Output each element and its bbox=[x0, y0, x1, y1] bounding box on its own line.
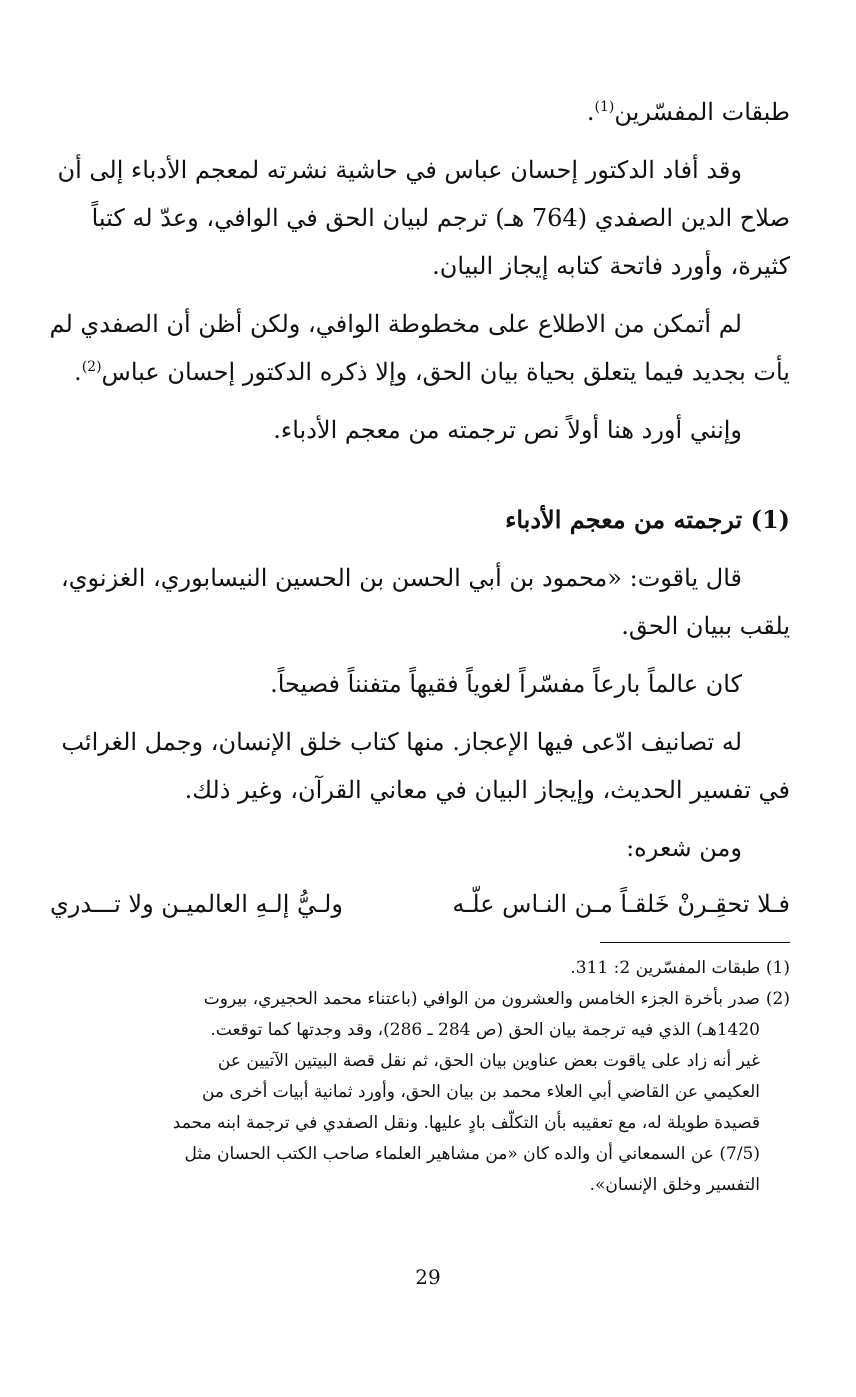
footnote-text bbox=[50, 953, 760, 984]
footnote-ref[interactable]: (2) bbox=[81, 359, 102, 375]
footnote bbox=[50, 953, 790, 984]
text: . bbox=[586, 98, 595, 126]
paragraph bbox=[50, 718, 790, 814]
footnote-text bbox=[50, 984, 760, 1201]
footnote-line: (7/5) عن السمعاني أن والده كان «من مشاهير العلماء صاحب الكتب الحسان مثل bbox=[184, 1144, 760, 1164]
paragraph-line: كثيرة، وأورد فاتحة كتابه إيجاز البيان. bbox=[432, 252, 790, 280]
page-number: 29 bbox=[415, 1265, 441, 1289]
verse-first-hemistich: فـلا تحقِـرنْ خَلقـاً مـن النـاس علّـه bbox=[452, 890, 790, 918]
footnote-number: (1) bbox=[765, 958, 790, 978]
paragraph-line: وإنني أورد هنا أولاً نص ترجمته من معجم الأدباء. bbox=[273, 416, 742, 444]
paragraph-line bbox=[50, 348, 790, 396]
text: . bbox=[74, 358, 82, 386]
paragraph bbox=[50, 660, 790, 708]
paragraph bbox=[50, 824, 790, 872]
paragraph-line: ومن شعره: bbox=[626, 834, 742, 862]
paragraph-line: صلاح الدين الصفدي (764 هـ) ترجم لبيان الحق في الوافي، وعدّ له كتباً bbox=[91, 204, 790, 232]
footnote-line: صدر بأخرة الجزء الخامس والعشرون من الوافي (باعتناء محمد الحجيري، بيروت bbox=[203, 989, 760, 1009]
paragraph-line: له تصانيف ادّعى فيها الإعجاز. منها كتاب خلق الإنسان، وجمل الغرائب bbox=[61, 728, 742, 756]
poem-verse bbox=[50, 880, 790, 928]
footnote-line: 1420هـ) الذي فيه ترجمة بيان الحق (ص 284 ـ 286)، وقد وجدتها كما توقعت. bbox=[210, 1020, 760, 1040]
paragraph bbox=[50, 554, 790, 650]
footnote-number: (2) bbox=[765, 989, 790, 1009]
paragraph-line: يلقب ببيان الحق. bbox=[621, 612, 790, 640]
paragraph-line: قال ياقوت: «محمود بن أبي الحسن بن الحسين النيسابوري، الغزنوي، bbox=[60, 564, 742, 592]
paragraph bbox=[50, 406, 790, 454]
paragraph-line: لم أتمكن من الاطلاع على مخطوطة الوافي، ولكن أظن أن الصفدي لم bbox=[50, 310, 742, 338]
paragraph bbox=[50, 300, 790, 396]
paragraph-line: كان عالماً بارعاً مفسّراً لغوياً فقيهاً متفنناً فصيحاً. bbox=[270, 670, 742, 698]
footnote bbox=[50, 984, 790, 1201]
footnote-ref[interactable]: (1) bbox=[594, 99, 615, 115]
footnote-line: غير أنه زاد على ياقوت بعض عناوين بيان الحق، ثم نقل قصة البيتين الآتيين عن bbox=[217, 1051, 760, 1071]
footnotes bbox=[50, 953, 790, 1201]
paragraph bbox=[50, 146, 790, 290]
paragraph-line bbox=[50, 88, 790, 136]
footnote-line: طبقات المفسّرين 2: 311. bbox=[570, 958, 760, 978]
footnote-line: العكيمي عن القاضي أبي العلاء محمد بن بيان الحق، وأورد ثمانية أبيات أخرى من bbox=[201, 1082, 760, 1102]
verse-second-hemistich: ولـيُّ إلـهِ العالميـن ولا تـــدري bbox=[50, 890, 343, 918]
footnote-line: التفسير وخلق الإنسان». bbox=[589, 1175, 760, 1195]
footnote-separator bbox=[600, 942, 790, 943]
text: طبقات المفسّرين bbox=[614, 98, 790, 126]
text: يأت بجديد فيما يتعلق بحياة بيان الحق، وإلا ذكره الدكتور إحسان عباس bbox=[101, 358, 790, 386]
page-content bbox=[50, 88, 790, 1201]
paragraph-line: في تفسير الحديث، وإيجاز البيان في معاني القرآن، وغير ذلك. bbox=[184, 776, 790, 804]
footnote-line: قصيدة طويلة له، مع تعقيبه بأن التكلّف بادٍ عليها. ونقل الصفدي في ترجمة ابنه محمد bbox=[172, 1113, 760, 1133]
section-heading: (1) ترجمته من معجم الأدباء bbox=[505, 505, 790, 534]
paragraph-line: وقد أفاد الدكتور إحسان عباس في حاشية نشرته لمعجم الأدباء إلى أن bbox=[57, 156, 742, 184]
